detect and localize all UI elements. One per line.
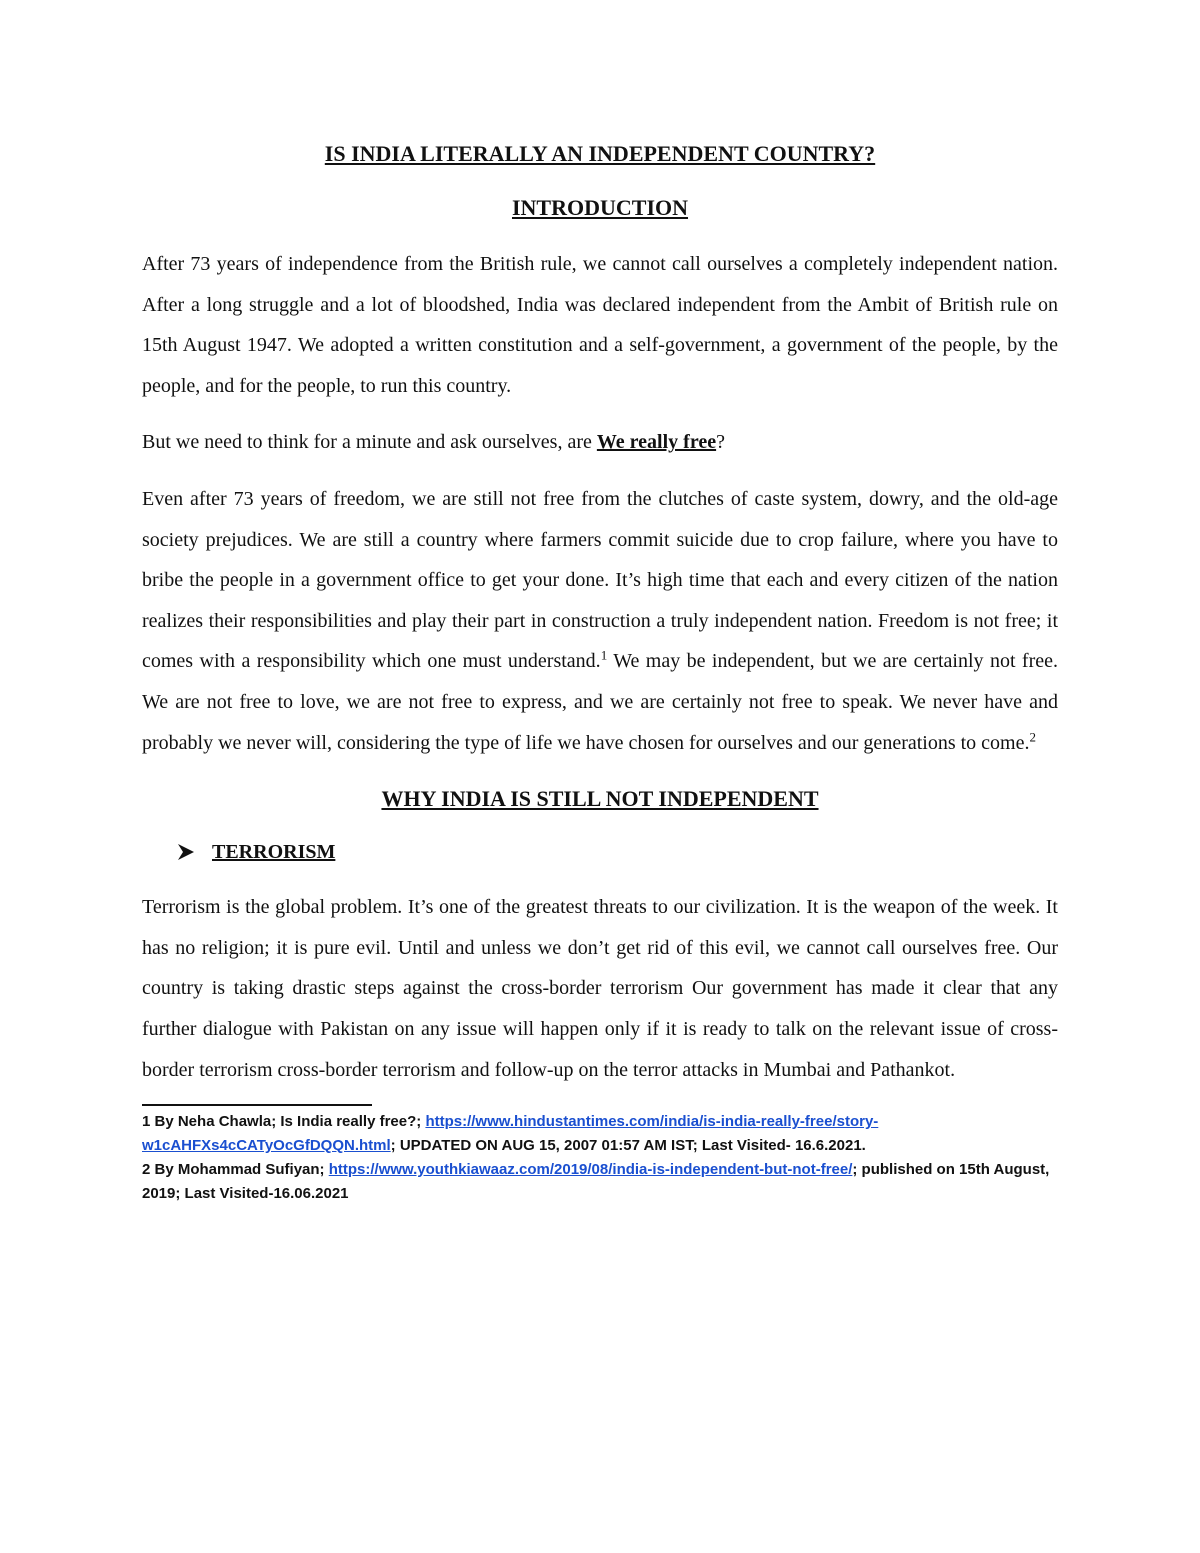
- footnote-1-link[interactable]: https://www.hindustantimes.com/india/is-india-really-free/story-w1cAHFXs4cCATyOcGfDQQN.html: [142, 1113, 879, 1155]
- footnote-1-prefix: 1 By Neha Chawla; Is India really free?;: [142, 1113, 426, 1131]
- footnote-1-suffix: ; UPDATED ON AUG 15, 2007 01:57 AM IST; Last Visited- 16.6.2021.: [390, 1137, 866, 1155]
- footnote-2: [142, 1158, 1058, 1206]
- intro-paragraph: After 73 years of independence from the British rule, we cannot call ourselves a completely independent nation. After a long struggle and a lot of bloodshed, India was declared independent from the Ambit of British rule on 15th August 1947. We adopted a written constitution and a self-government, a government of the people, by the people, and for the people, to run this country.: [142, 253, 1058, 397]
- question-mark: ?: [716, 431, 725, 454]
- footnote-ref-1[interactable]: 1: [600, 647, 608, 663]
- footnote-2-suffix: ; published on 15th August, 2019; Last Visited-16.06.2021: [142, 1161, 1050, 1203]
- introduction-heading: INTRODUCTION: [511, 195, 689, 220]
- footnote-1: [142, 1110, 1058, 1158]
- terrorism-bullet: [176, 837, 1058, 867]
- footnote-ref-2[interactable]: 2: [1029, 728, 1036, 744]
- freedom-paragraph: [142, 479, 1058, 763]
- footnotes: [142, 1110, 1058, 1206]
- terrorism-heading: TERRORISM: [212, 841, 336, 864]
- question-paragraph: [142, 422, 1058, 463]
- freedom-text-part2: We may be independent, but we are certainly not free. We are not free to love, we are not free to express, and we are certainly not free to speak. We never have and probably we never will, considering the type of life we have chosen for ourselves and our generations to come.: [142, 650, 1058, 754]
- emphasis-we-really-free: We really free: [596, 431, 717, 454]
- freedom-text-part1: Even after 73 years of freedom, we are still not free from the clutches of caste system, dowry, and the old-age society prejudices. We are still a country where farmers commit suicide due to crop failure, where you have to bribe the people in a government office to get your done. It’s high time that each and every citizen of the nation realizes their responsibilities and play their part in construction a truly independent nation. Freedom is not free; it comes with a responsibility which one must understand.: [142, 487, 1058, 673]
- question-text: But we need to think for a minute and ask ourselves, are: [142, 431, 597, 454]
- terrorism-paragraph: Terrorism is the global problem. It’s one of the greatest threats to our civilization. It is the weapon of the week. It has no religion; it is pure evil. Until and unless we don’t get rid of this evil, we cannot call ourselves free. Our country is taking drastic steps against the cross-border terrorism Our government has made it clear that any further dialogue with Pakistan on any issue will happen only if it is ready to talk on the relevant issue of cross-border terrorism cross-border terrorism and follow-up on the terror attacks in Mumbai and Pathankot.: [142, 896, 1058, 1081]
- document-title: IS INDIA LITERALLY AN INDEPENDENT COUNTRY?: [324, 141, 876, 166]
- footnote-separator: [142, 1104, 372, 1106]
- footnote-2-prefix: 2 By Mohammad Sufiyan;: [142, 1161, 329, 1179]
- why-heading: WHY INDIA IS STILL NOT INDEPENDENT: [381, 786, 819, 812]
- document-body: [142, 140, 1058, 1206]
- arrowhead-bullet-icon: [176, 842, 196, 862]
- footnote-2-link[interactable]: https://www.youthkiawaaz.com/2019/08/india-is-independent-but-not-free/: [328, 1161, 853, 1179]
